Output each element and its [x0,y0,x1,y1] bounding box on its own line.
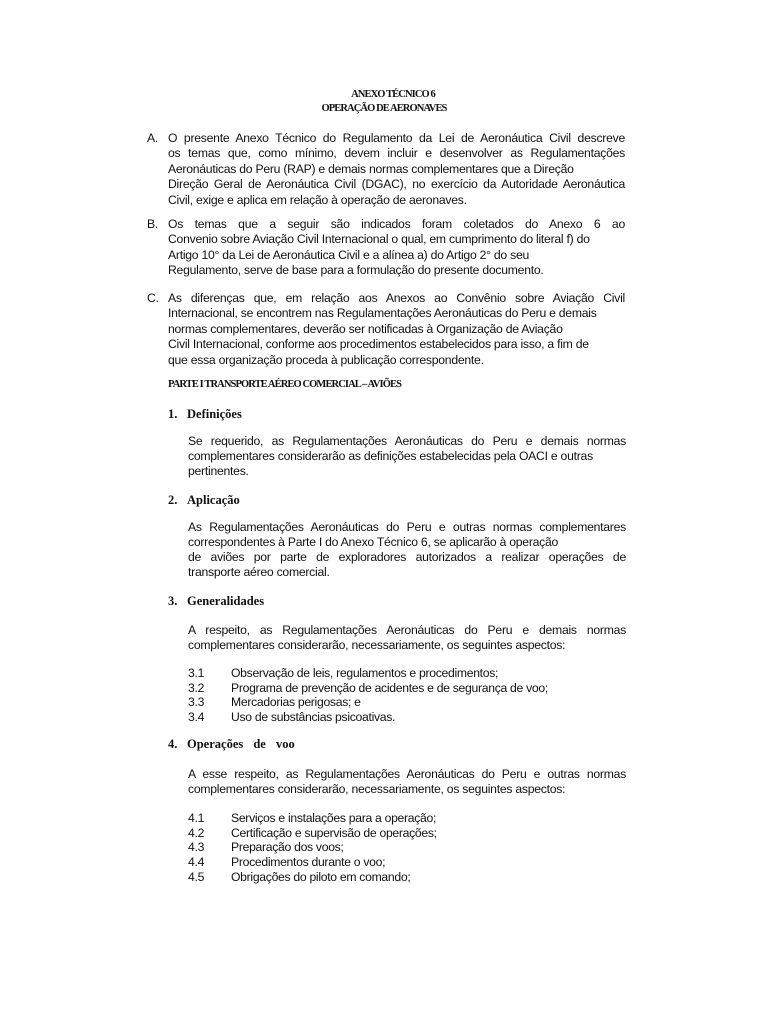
section-number: 3. [168,594,178,608]
section-title: Aplicação [187,493,240,507]
section-title: Operações de voo [187,737,295,751]
section-heading-definicoes [168,407,242,422]
body-line: As Regulamentações Aeronáuticas do Peru e outras normas complementares [188,520,626,534]
paragraph-c [147,291,625,368]
paragraph-line: Internacional, se encontrem nas Regulamentações Aeronáuticas do Peru e demais [168,306,597,321]
paragraph-letter: C. [147,291,159,305]
paragraph-letter: A. [147,131,159,145]
list-item: 3.2 Programa de prevenção de acidentes e de segurança de voo; [188,680,548,695]
paragraph-line: Artigo 10° da Lei de Aeronáutica Civil e a alínea a) do Artigo 2° do seu [168,247,530,262]
list-generalidades [188,666,548,725]
list-item: 3.3 Mercadorias perigosas; e [188,695,361,710]
body-line: de aviões por parte de exploradores autorizados a realizar operações de [188,550,626,564]
body-line: Se requerido, as Regulamentações Aeronáuticas do Peru e demais normas [188,434,626,448]
section-heading-generalidades [168,594,264,609]
list-item: 4.1 Serviços e instalações para a operação; [188,811,437,825]
paragraph-line: Aeronáuticas do Peru (RAP) e demais normas complementares que a Direção [168,161,574,176]
section-title: Generalidades [187,594,265,608]
section-title: Definições [187,407,242,421]
paragraph-a [147,131,625,208]
paragraph-line: C. As diferenças que, em relação aos Anexos ao Convênio sobre Aviação Civil [147,291,625,305]
section-number: 1. [168,407,178,421]
paragraph-line: Civil Internacional, conforme aos procedimentos estabelecidos para isso, a fim de [168,337,589,352]
part-heading: PARTE I TRANSPORTE AÉREO COMERCIAL – AVIÕES [168,379,402,390]
paragraph-line: A. O presente Anexo Técnico do Regulamento da Lei de Aeronáutica Civil descreve [147,131,625,145]
section-number: 2. [168,493,178,507]
list-operacoes-de-voo [188,811,437,885]
body-line: correspondentes à Parte I do Anexo Técnico 6, se aplicarão à operação [188,535,559,549]
section-body-aplicacao [188,520,626,580]
body-line: complementares considerarão, necessariamente, os seguintes aspectos: [188,782,566,796]
body-line: complementares considerarão as definições estabelecidas pela OACI e outras [188,449,593,463]
paragraph-line: os temas que, como mínimo, devem incluir e desenvolver as Regulamentações [168,146,625,161]
paragraph-line: normas complementares, deverão ser notificadas à Organização de Aviação [168,321,563,336]
body-line: transporte aéreo comercial. [188,565,330,579]
body-line: A esse respeito, as Regulamentações Aeronáuticas do Peru e outras normas [188,767,626,781]
list-item: 3.1 Observação de leis, regulamentos e procedimentos; [188,666,499,680]
body-line: complementares considerarão, necessariamente, os seguintes aspectos: [188,638,566,652]
section-body-generalidades [188,623,626,653]
list-item: 4.5 Obrigações do piloto em comando; [188,869,411,884]
list-item: 4.4 Procedimentos durante o voo; [188,855,386,870]
section-body-definicoes [188,434,626,479]
list-item: 4.3 Preparação dos voos; [188,840,344,855]
body-line: A respeito, as Regulamentações Aeronáuticas do Peru e demais normas [188,623,626,637]
section-heading-aplicacao [168,493,240,508]
paragraph-letter: B. [147,217,159,231]
paragraph-b [147,217,625,279]
paragraph-line: B. Os temas que a seguir são indicados foram coletados do Anexo 6 ao [147,217,625,231]
paragraph-line: Convenio sobre Aviação Civil Internacional o qual, em cumprimento do literal f) do [168,232,590,247]
annex-subtitle: OPERAÇÃO DE AERONAVES [321,103,447,114]
list-item: 4.2 Certificação e supervisão de operações; [188,825,437,840]
paragraph-line: Regulamento, serve de base para a formulação do presente documento. [168,263,544,278]
body-line: pertinentes. [188,464,249,478]
section-heading-operacoes-de-voo [168,737,295,752]
paragraph-line: Civil, exige e aplica em relação à operação de aeronaves. [168,192,467,207]
list-item: 3.4 Uso de substâncias psicoativas. [188,710,396,725]
paragraph-line: Direção Geral de Aeronáutica Civil (DGAC), no exercício da Autoridade Aeronáutica [168,177,625,192]
paragraph-line: que essa organização proceda à publicação correspondente. [168,352,484,367]
section-body-operacoes-de-voo [188,767,626,797]
annex-title: ANEXO TÉCNICO 6 [351,89,435,100]
section-number: 4. [168,737,178,751]
